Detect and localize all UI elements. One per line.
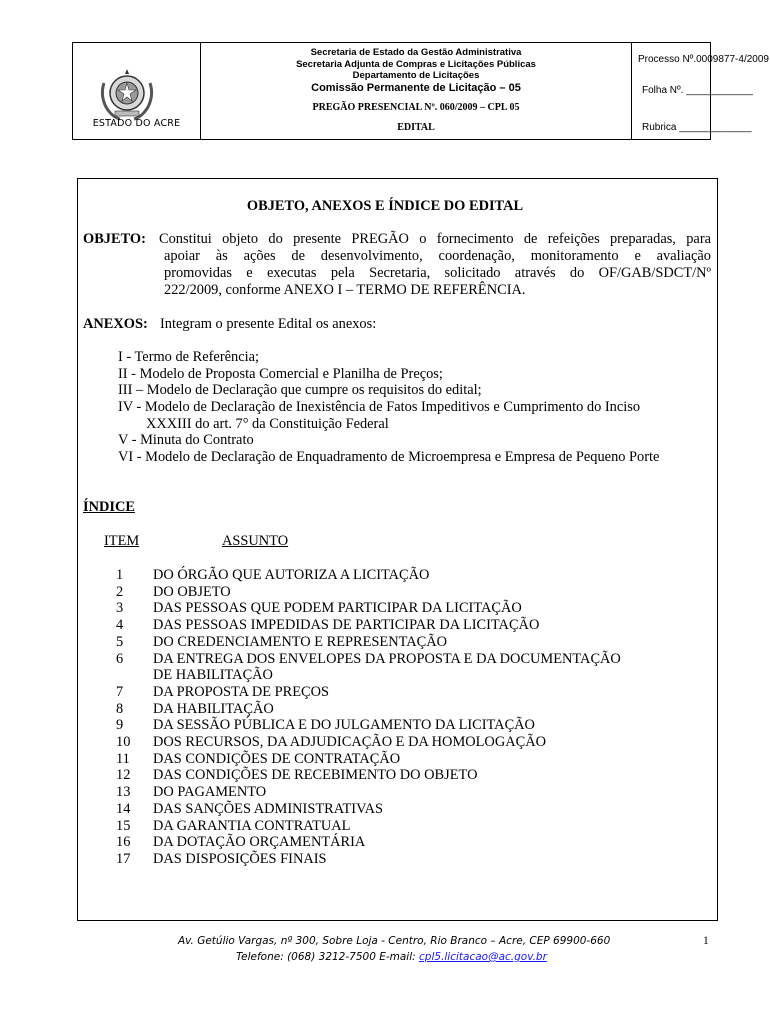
section-title: OBJETO, ANEXOS E ÍNDICE DO EDITAL <box>246 198 524 214</box>
anexo-item: V - Minuta do Contrato <box>118 432 254 448</box>
indice-item-number: 10 <box>116 734 131 750</box>
anexo-item: II - Modelo de Proposta Comercial e Planilha de Preços; <box>118 366 443 382</box>
header-process-cell <box>632 43 769 139</box>
indice-item-number: 17 <box>116 850 131 867</box>
indice-col-item: ITEM <box>104 533 140 549</box>
anexo-item: IV - Modelo de Declaração de Inexistência de Fatos Impeditivos e Cumprimento do Inciso <box>118 399 641 415</box>
indice-item-number: 8 <box>116 700 124 717</box>
indice-item-subject: DA HABILITAÇÃO <box>153 700 274 717</box>
indice-item-subject: DAS SANÇÕES ADMINISTRATIVAS <box>153 800 384 817</box>
footer-contact <box>236 951 547 963</box>
edital-line: EDITAL <box>397 122 435 133</box>
indice-item-number: 3 <box>116 600 124 617</box>
indice-item-subject: DOS RECURSOS, DA ADJUDICAÇÃO E DA HOMOLOGAÇÃO <box>153 734 546 750</box>
anexo-item: I - Termo de Referência; <box>118 349 259 365</box>
footer-address: Av. Getúlio Vargas, nº 300, Sobre Loja - Centro, Rio Branco – Acre, CEP 69900-660 <box>178 935 611 947</box>
indice-item-number: 1 <box>116 567 124 583</box>
secretaria-adjunta-line: Secretaria Adjunta de Compras e Licitações Públicas <box>296 59 536 70</box>
state-label: ESTADO DO ACRE <box>92 118 181 129</box>
indice-heading: ÍNDICE <box>83 499 135 515</box>
indice-item-number: 7 <box>116 683 124 700</box>
indice-item-subject: DAS CONDIÇÕES DE RECEBIMENTO DO OBJETO <box>153 767 478 784</box>
indice-item-subject: DA SESSÃO PÚBLICA E DO JULGAMENTO DA LICITAÇÃO <box>153 717 535 734</box>
header-logo-cell <box>73 43 201 139</box>
indice-item-number: 11 <box>116 750 130 767</box>
indice-item-number: 5 <box>116 633 124 650</box>
indice-item-subject: DO PAGAMENTO <box>153 784 267 801</box>
footer-phone: Telefone: (068) 3212-7500 E-mail: <box>236 951 416 963</box>
footer-email-link[interactable]: cpl5.licitacao@ac.gov.br <box>419 951 547 963</box>
indice-col-assunto: ASSUNTO <box>222 533 289 549</box>
departamento-line: Departamento de Licitações <box>352 70 480 81</box>
folha-field: Folha Nº. ____________ <box>642 85 753 96</box>
indice-item-number: 14 <box>116 800 131 817</box>
anexos-intro: Integram o presente Edital os anexos: <box>160 316 377 332</box>
document-header <box>72 42 769 140</box>
anexos-label: ANEXOS: <box>83 316 148 332</box>
indice-item-subject: DAS DISPOSIÇÕES FINAIS <box>153 850 327 867</box>
objeto-line: promovidas e executas pela Secretaria, solicitado através do OF/GAB/SDCT/Nº <box>164 265 711 281</box>
indice-item-subject: DAS CONDIÇÕES DE CONTRATAÇÃO <box>153 750 401 767</box>
indice-item-subject: DA PROPOSTA DE PREÇOS <box>153 683 329 700</box>
header-title-cell <box>201 43 632 139</box>
indice-item-subject: DO OBJETO <box>153 583 231 600</box>
page-number: 1 <box>703 935 709 947</box>
indice-item-subject: DE HABILITAÇÃO <box>153 667 273 684</box>
indice-item-number: 13 <box>116 784 131 801</box>
indice-item-subject: DA DOTAÇÃO ORÇAMENTÁRIA <box>153 834 366 851</box>
anexo-item: III – Modelo de Declaração que cumpre os requisitos do edital; <box>118 382 482 398</box>
secretaria-line: Secretaria de Estado da Gestão Administrativa <box>310 47 522 58</box>
indice-item-number: 9 <box>116 717 124 734</box>
indice-item-number: 12 <box>116 767 131 784</box>
indice-item-number: 2 <box>116 583 124 600</box>
indice-item-subject: DA ENTREGA DOS ENVELOPES DA PROPOSTA E DA DOCUMENTAÇÃO <box>153 650 621 667</box>
indice-item-number: 15 <box>116 817 131 834</box>
objeto-label: OBJETO: <box>83 231 146 247</box>
indice-item-subject: DO CREDENCIAMENTO E REPRESENTAÇÃO <box>153 633 447 650</box>
anexo-item: VI - Modelo de Declaração de Enquadramento de Microempresa e Empresa de Pequeno Porte <box>118 449 660 465</box>
indice-item-subject: DAS PESSOAS IMPEDIDAS DE PARTICIPAR DA LICITAÇÃO <box>153 617 540 634</box>
objeto-line: Constitui objeto do presente PREGÃO o fornecimento de refeições preparadas, para <box>159 231 711 247</box>
comissao-line: Comissão Permanente de Licitação – 05 <box>311 82 521 94</box>
objeto-line: 222/2009, conforme ANEXO I – TERMO DE REFERÊNCIA. <box>164 282 526 298</box>
indice-item-subject: DAS PESSOAS QUE PODEM PARTICIPAR DA LICITAÇÃO <box>153 600 522 617</box>
rubrica-field: Rubrica _____________ <box>642 122 752 133</box>
indice-item-subject: DO ÓRGÃO QUE AUTORIZA A LICITAÇÃO <box>153 567 430 583</box>
processo-number: Processo Nº.0009877-4/2009 <box>638 54 769 65</box>
indice-item-number: 6 <box>116 650 124 667</box>
indice-item-number: 4 <box>116 617 124 634</box>
anexo-item: XXXIII do art. 7° da Constituição Federal <box>146 416 389 432</box>
indice-item-number: 16 <box>116 834 131 851</box>
pregao-line: PREGÃO PRESENCIAL Nº. 060/2009 – CPL 05 <box>312 102 520 113</box>
objeto-line: apoiar às ações de desenvolvimento, coordenação, monitoramento e avaliação <box>164 248 711 264</box>
indice-item-subject: DA GARANTIA CONTRATUAL <box>153 817 351 834</box>
